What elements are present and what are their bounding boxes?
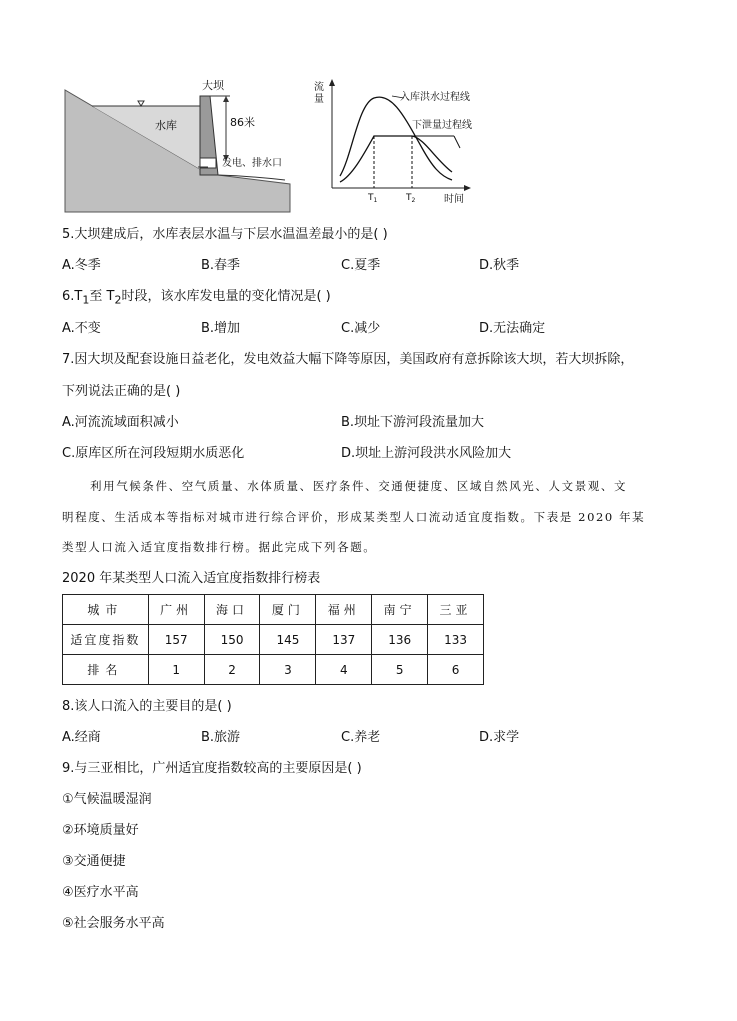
y-axis-label	[314, 80, 327, 105]
table-cell: 3	[260, 655, 316, 685]
table-header-cell: 广州	[148, 595, 204, 625]
flow-chart	[312, 76, 502, 206]
question-8-stem: 8.该人口流入的主要目的是( )	[62, 699, 232, 714]
question-7-stem-line-2: 下列说法正确的是( )	[62, 384, 181, 399]
table-header-cell: 三亚	[428, 595, 484, 625]
table-header-cell: 南宁	[372, 595, 428, 625]
table-cell: 157	[148, 625, 204, 655]
table-cell: 4	[316, 655, 372, 685]
table-row	[63, 595, 484, 625]
q5-option-c[interactable]: C.夏季	[341, 258, 381, 273]
ranking-table	[62, 594, 484, 685]
table-cell: 5	[372, 655, 428, 685]
question-7-stem-line-1: 7.因大坝及配套设施日益老化，发电效益大幅下降等原因，美国政府有意拆除该大坝，若大坝拆除，	[62, 352, 634, 367]
table-cell: 150	[204, 625, 260, 655]
outflow-curve	[340, 136, 452, 182]
table-header-cell: 福州	[316, 595, 372, 625]
table-cell: 6	[428, 655, 484, 685]
question-9-stem: 9.与三亚相比，广州适宜度指数较高的主要原因是( )	[62, 761, 362, 776]
q8-option-b[interactable]: B.旅游	[201, 730, 241, 745]
q9-item-4[interactable]: ④医疗水平高	[62, 885, 139, 900]
q7-option-a[interactable]: A.河流流域面积减小	[62, 415, 179, 430]
inflow-curve	[340, 97, 452, 180]
y-axis-label-char-1: 流	[314, 82, 324, 93]
table-cell: 137	[316, 625, 372, 655]
q8-option-a[interactable]: A.经商	[62, 730, 101, 745]
question-6-stem: $6.T_1$至 $T_2$时段，该水库发电量的变化情况是( )	[62, 289, 331, 307]
q9-item-2[interactable]: ②环境质量好	[62, 823, 139, 838]
inflow-label: 入库洪水过程线	[400, 92, 470, 103]
table-cell: 1	[148, 655, 204, 685]
table-cell: 136	[372, 625, 428, 655]
table-caption: 2020 年某类型人口流入适宜度指数排行榜表	[62, 571, 321, 586]
q7-option-b[interactable]: B.坝址下游河段流量加大	[341, 415, 485, 430]
outlet-label: 发电、排水口	[222, 158, 282, 169]
table-cell: 排名	[63, 655, 149, 685]
table-header-cell: 海口	[204, 595, 260, 625]
dam-label: 大坝	[202, 79, 224, 92]
table-cell: 133	[428, 625, 484, 655]
table-cell: 适宜度指数	[63, 625, 149, 655]
table-header-cell: 厦门	[260, 595, 316, 625]
t1-label: $T_1$	[368, 193, 378, 204]
q5-option-b[interactable]: B.春季	[201, 258, 241, 273]
q8-option-c[interactable]: C.养老	[341, 730, 381, 745]
q9-item-5[interactable]: ⑤社会服务水平高	[62, 916, 165, 931]
t2-label: $T_2$	[406, 193, 416, 204]
q5-option-d[interactable]: D.秋季	[479, 258, 520, 273]
q6-option-c[interactable]: C.减少	[341, 321, 381, 336]
table-header-cell: 城市	[63, 595, 149, 625]
table-cell: 2	[204, 655, 260, 685]
water-level-marker	[138, 101, 144, 106]
y-axis-label-char-2: 量	[314, 94, 324, 105]
outflow-label: 下泄量过程线	[412, 120, 472, 131]
q5-option-a[interactable]: A.冬季	[62, 258, 101, 273]
q6-option-d[interactable]: D.无法确定	[479, 321, 546, 336]
reservoir-label: 水库	[155, 119, 177, 132]
question-5-stem: 5.大坝建成后，水库表层水温与下层水温温差最小的是( )	[62, 227, 388, 242]
height-label: 86米	[230, 116, 255, 129]
q9-item-1[interactable]: ①气候温暖湿润	[62, 792, 152, 807]
passage-line-3: 类型人口流入适宜度指数排行榜。据此完成下列各题。	[62, 540, 377, 554]
table-row	[63, 655, 484, 685]
q6-option-b[interactable]: B.增加	[201, 321, 241, 336]
q7-option-c[interactable]: C.原库区所在河段短期水质恶化	[62, 446, 245, 461]
q9-item-3[interactable]: ③交通便捷	[62, 854, 126, 869]
q7-option-d[interactable]: D.坝址上游河段洪水风险加大	[341, 446, 512, 461]
x-axis-label: 时间	[444, 194, 464, 205]
passage-line-2: 明程度、生活成本等指标对城市进行综合评价，形成某类型人口流动适宜度指数。下表是 2020 年某	[62, 510, 646, 524]
table-cell: 145	[260, 625, 316, 655]
passage-line-1: 利用气候条件、空气质量、水体质量、医疗条件、交通便捷度、区域自然风光、人文景观、文	[90, 479, 628, 493]
q6-option-a[interactable]: A.不变	[62, 321, 101, 336]
dam-diagram	[60, 76, 295, 216]
q8-option-d[interactable]: D.求学	[479, 730, 520, 745]
table-row	[63, 625, 484, 655]
